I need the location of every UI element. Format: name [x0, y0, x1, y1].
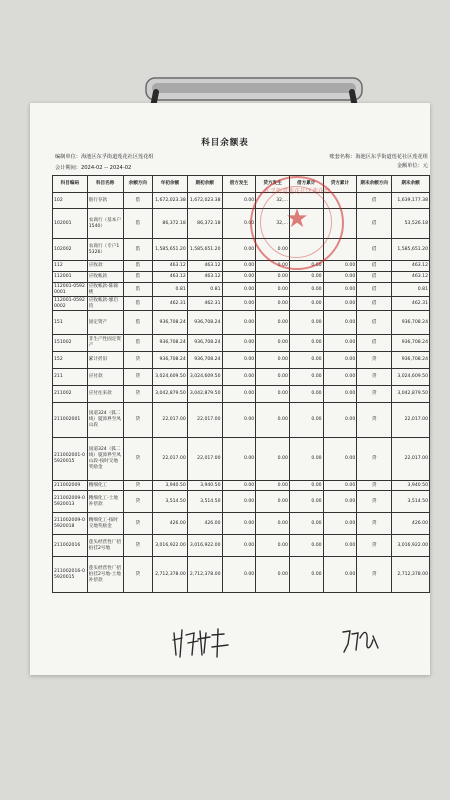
- code-cell: 211002009-05920013: [53, 491, 88, 513]
- table-row: [53, 261, 430, 272]
- code-cell: 102002: [53, 239, 88, 261]
- debit-cell: 0.00: [222, 272, 256, 283]
- closing-balance-cell: 463.12: [392, 261, 430, 272]
- name-cell: 国道324（狐二线）厦漳界至凤山段: [87, 403, 123, 438]
- opening-year-cell: 1,585,651.20: [153, 239, 188, 261]
- table-row: [53, 386, 430, 403]
- name-cell: 精细化工: [87, 481, 123, 491]
- header-cell: 借方累计: [289, 176, 323, 193]
- opening-period-cell: 86,372.18: [187, 209, 222, 239]
- closing-direction-cell: 贷: [357, 557, 392, 593]
- credit-cell: 0.00: [256, 403, 290, 438]
- debit-cell: 0.00: [222, 438, 256, 481]
- credit-cum-cell: [323, 209, 357, 239]
- opening-year-cell: 3,514.50: [153, 491, 188, 513]
- name-cell: 银行存款: [87, 193, 123, 209]
- debit-cell: 0.00: [222, 209, 256, 239]
- credit-cell: 0.00: [256, 438, 290, 481]
- opening-year-cell: 86,372.18: [153, 209, 188, 239]
- credit-cell: 0.00: [256, 386, 290, 403]
- opening-year-cell: 3,042,879.50: [153, 386, 188, 403]
- opening-period-cell: 2,712,378.00: [187, 557, 222, 593]
- debit-cum-cell: 0.00: [289, 481, 323, 491]
- direction-cell: 贷: [123, 491, 152, 513]
- closing-balance-cell: 3,514.50: [392, 491, 430, 513]
- direction-cell: 贷: [123, 386, 152, 403]
- table-row: [53, 535, 430, 557]
- closing-balance-cell: 936,708.24: [392, 311, 430, 335]
- balance-table: [52, 175, 430, 593]
- opening-period-cell: 463.12: [187, 261, 222, 272]
- code-cell: 211: [53, 369, 88, 386]
- debit-cum-cell: [289, 239, 323, 261]
- table-row: [53, 481, 430, 491]
- direction-cell: 贷: [123, 557, 152, 593]
- opening-period-cell: 3,016,922.00: [187, 535, 222, 557]
- closing-direction-cell: 借: [357, 193, 392, 209]
- table-row: [53, 491, 430, 513]
- debit-cum-cell: 0.00: [289, 369, 323, 386]
- debit-cum-cell: 0.00: [289, 386, 323, 403]
- closing-direction-cell: 贷: [357, 403, 392, 438]
- closing-direction-cell: 贷: [357, 535, 392, 557]
- credit-cell: 0.00: [256, 535, 290, 557]
- opening-year-cell: 936,708.24: [153, 311, 188, 335]
- closing-direction-cell: 贷: [357, 352, 392, 369]
- direction-cell: 借: [123, 193, 152, 209]
- opening-year-cell: 463.12: [153, 272, 188, 283]
- credit-cum-cell: 0.00: [323, 481, 357, 491]
- closing-direction-cell: 贷: [357, 438, 392, 481]
- opening-period-cell: 3,042,879.50: [187, 386, 222, 403]
- credit-cum-cell: 0.00: [323, 386, 357, 403]
- table-row: [53, 557, 430, 593]
- debit-cell: 0.00: [222, 513, 256, 535]
- header-cell: 科目编码: [53, 176, 88, 193]
- credit-cum-cell: 0.00: [323, 557, 357, 593]
- table-row: [53, 311, 430, 335]
- opening-year-cell: 22,017.00: [153, 438, 188, 481]
- debit-cell: 0.00: [222, 239, 256, 261]
- direction-cell: 借: [123, 272, 152, 283]
- opening-year-cell: 936,708.24: [153, 335, 188, 352]
- table-row: [53, 438, 430, 481]
- debit-cum-cell: 0.00: [289, 297, 323, 311]
- credit-cell: 0.00: [256, 261, 290, 272]
- closing-balance-cell: 462.31: [392, 297, 430, 311]
- opening-period-cell: 3,514.50: [187, 491, 222, 513]
- opening-period-cell: 463.12: [187, 272, 222, 283]
- credit-cum-cell: [323, 239, 357, 261]
- credit-cell: 0.00: [256, 369, 290, 386]
- closing-direction-cell: 借: [357, 335, 392, 352]
- name-cell: 国道324（狐二线）厦漳界至凤山段-按时交地奖励金: [87, 438, 123, 481]
- header-cell: 期末余额: [392, 176, 430, 193]
- opening-period-cell: 22,017.00: [187, 403, 222, 438]
- header-cell: 期初余额: [187, 176, 222, 193]
- code-cell: 112001-05920002: [53, 297, 88, 311]
- debit-cell: 0.00: [222, 491, 256, 513]
- closing-balance-cell: 22,017.00: [392, 403, 430, 438]
- debit-cell: 0.00: [222, 386, 256, 403]
- credit-cell: 0.00: [256, 335, 290, 352]
- debit-cell: 0.00: [222, 261, 256, 272]
- table-row: [53, 283, 430, 297]
- opening-year-cell: 0.81: [153, 283, 188, 297]
- opening-year-cell: 3,940.50: [153, 481, 188, 491]
- header-cell: 余额方向: [123, 176, 152, 193]
- table-row: [53, 513, 430, 535]
- header-cell: 期末余额方向: [357, 176, 392, 193]
- code-cell: 112: [53, 261, 88, 272]
- table-row: [53, 369, 430, 386]
- opening-year-cell: 22,017.00: [153, 403, 188, 438]
- name-cell: 莲头经营性厂招拍挂2号地-土地补偿款: [87, 557, 123, 593]
- opening-period-cell: 1,672,023.38: [187, 193, 222, 209]
- direction-cell: 贷: [123, 535, 152, 557]
- direction-cell: 借: [123, 297, 152, 311]
- credit-cell: 0.00: [256, 272, 290, 283]
- closing-direction-cell: 借: [357, 209, 392, 239]
- document-title: 科目余额表: [201, 138, 249, 148]
- account-set-name: 账套名称：海池区东孚街道莲花社区莲花组: [329, 154, 428, 160]
- accounting-period: 会计期间：2024-02 -- 2024-02: [55, 165, 132, 171]
- debit-cum-cell: 0.00: [289, 403, 323, 438]
- credit-cum-cell: 0.00: [323, 535, 357, 557]
- direction-cell: 借: [123, 311, 152, 335]
- direction-cell: 贷: [123, 513, 152, 535]
- debit-cum-cell: 0.00: [289, 491, 323, 513]
- code-cell: 152: [53, 352, 88, 369]
- name-cell: 精细化工-土地补偿款: [87, 491, 123, 513]
- direction-cell: 借: [123, 209, 152, 239]
- credit-cell: 0.00: [256, 513, 290, 535]
- closing-direction-cell: 借: [357, 297, 392, 311]
- opening-period-cell: 0.81: [187, 283, 222, 297]
- debit-cum-cell: 0.00: [289, 261, 323, 272]
- debit-cell: 0.00: [222, 297, 256, 311]
- credit-cum-cell: 0.00: [323, 283, 357, 297]
- opening-year-cell: 3,024,609.50: [153, 369, 188, 386]
- opening-period-cell: 936,708.24: [187, 335, 222, 352]
- credit-cum-cell: 0.00: [323, 297, 357, 311]
- credit-cum-cell: [323, 193, 357, 209]
- debit-cell: 0.00: [222, 403, 256, 438]
- direction-cell: 贷: [123, 438, 152, 481]
- closing-balance-cell: 936,708.24: [392, 352, 430, 369]
- credit-cell: 32,...: [256, 209, 290, 239]
- opening-year-cell: 936,708.24: [153, 352, 188, 369]
- closing-direction-cell: 借: [357, 272, 392, 283]
- debit-cum-cell: 0.00: [289, 513, 323, 535]
- closing-balance-cell: 426.00: [392, 513, 430, 535]
- direction-cell: 借: [123, 335, 152, 352]
- closing-balance-cell: 53,526.18: [392, 209, 430, 239]
- code-cell: 211002001-05920015: [53, 438, 88, 481]
- code-cell: 151: [53, 311, 88, 335]
- debit-cell: 0.00: [222, 335, 256, 352]
- opening-period-cell: 3,940.50: [187, 481, 222, 491]
- opening-year-cell: 463.12: [153, 261, 188, 272]
- debit-cell: 0.00: [222, 535, 256, 557]
- credit-cum-cell: 0.00: [323, 438, 357, 481]
- header-cell: 年初余额: [153, 176, 188, 193]
- name-cell: 莲头经营性厂招拍挂2号地: [87, 535, 123, 557]
- code-cell: 211002001: [53, 403, 88, 438]
- table-row: [53, 297, 430, 311]
- credit-cum-cell: 0.00: [323, 369, 357, 386]
- debit-cum-cell: [289, 193, 323, 209]
- name-cell: 非生产性固定资产: [87, 335, 123, 352]
- credit-cell: 0.00: [256, 297, 290, 311]
- direction-cell: 借: [123, 239, 152, 261]
- closing-balance-cell: 463.12: [392, 272, 430, 283]
- debit-cum-cell: 0.00: [289, 335, 323, 352]
- opening-period-cell: 1,585,651.20: [187, 239, 222, 261]
- debit-cum-cell: 0.00: [289, 535, 323, 557]
- table-row: [53, 272, 430, 283]
- debit-cum-cell: 0.00: [289, 283, 323, 297]
- name-cell: 精细化工-按时交地奖励金: [87, 513, 123, 535]
- closing-direction-cell: 贷: [357, 513, 392, 535]
- code-cell: 102: [53, 193, 88, 209]
- right-signature: [340, 626, 382, 656]
- amount-unit: 金额单位：元: [396, 163, 428, 169]
- credit-cell: 0.00: [256, 491, 290, 513]
- code-cell: 211002: [53, 386, 88, 403]
- debit-cum-cell: [289, 209, 323, 239]
- debit-cum-cell: 0.00: [289, 311, 323, 335]
- code-cell: 211002016: [53, 535, 88, 557]
- credit-cum-cell: 0.00: [323, 261, 357, 272]
- code-cell: 211002009-05920018: [53, 513, 88, 535]
- direction-cell: 借: [123, 261, 152, 272]
- opening-year-cell: 3,016,922.00: [153, 535, 188, 557]
- table-row: [53, 352, 430, 369]
- name-cell: 应收帐款: [87, 272, 123, 283]
- credit-cell: 0.00: [256, 311, 290, 335]
- closing-direction-cell: 借: [357, 283, 392, 297]
- credit-cell: 32,...: [256, 193, 290, 209]
- opening-year-cell: 2,712,378.00: [153, 557, 188, 593]
- credit-cell: 0.00: [256, 557, 290, 593]
- opening-period-cell: 936,708.24: [187, 352, 222, 369]
- closing-balance-cell: 3,042,879.50: [392, 386, 430, 403]
- debit-cell: 0.00: [222, 193, 256, 209]
- debit-cum-cell: 0.00: [289, 438, 323, 481]
- debit-cell: 0.00: [222, 481, 256, 491]
- name-cell: 应付往来款: [87, 386, 123, 403]
- closing-balance-cell: 936,708.24: [392, 335, 430, 352]
- debit-cum-cell: 0.00: [289, 557, 323, 593]
- credit-cell: 0.00: [256, 283, 290, 297]
- name-cell: 应收帐款-廖启钧: [87, 297, 123, 311]
- debit-cell: 0.00: [222, 283, 256, 297]
- closing-balance-cell: 1,639,177.38: [392, 193, 430, 209]
- credit-cum-cell: 0.00: [323, 491, 357, 513]
- closing-direction-cell: 贷: [357, 491, 392, 513]
- opening-period-cell: 936,708.24: [187, 311, 222, 335]
- credit-cell: 0.00: [256, 481, 290, 491]
- direction-cell: 借: [123, 283, 152, 297]
- debit-cell: 0.00: [222, 369, 256, 386]
- credit-cell: 0.00: [256, 239, 290, 261]
- closing-direction-cell: 借: [357, 239, 392, 261]
- credit-cum-cell: 0.00: [323, 352, 357, 369]
- closing-direction-cell: 借: [357, 261, 392, 272]
- closing-direction-cell: 借: [357, 311, 392, 335]
- opening-year-cell: 462.31: [153, 297, 188, 311]
- credit-cell: 0.00: [256, 352, 290, 369]
- code-cell: 102001: [53, 209, 88, 239]
- compiler-unit: 编制单位：海池区东孚街道莲花社区莲花组: [55, 154, 154, 160]
- credit-cum-cell: 0.00: [323, 272, 357, 283]
- opening-year-cell: 1,672,023.38: [153, 193, 188, 209]
- code-cell: 112001-05920001: [53, 283, 88, 297]
- debit-cum-cell: 0.00: [289, 272, 323, 283]
- name-cell: 农商行（专户15326）: [87, 239, 123, 261]
- closing-balance-cell: 1,585,651.20: [392, 239, 430, 261]
- closing-direction-cell: 贷: [357, 386, 392, 403]
- debit-cell: 0.00: [222, 557, 256, 593]
- code-cell: 211002016-05920015: [53, 557, 88, 593]
- name-cell: 应收帐款-陈锦桃: [87, 283, 123, 297]
- code-cell: 112001: [53, 272, 88, 283]
- name-cell: 应收款: [87, 261, 123, 272]
- header-cell: 借方发生: [222, 176, 256, 193]
- opening-period-cell: 22,017.00: [187, 438, 222, 481]
- opening-period-cell: 3,024,609.50: [187, 369, 222, 386]
- seal-star-icon: ★: [285, 204, 309, 234]
- code-cell: 211002009: [53, 481, 88, 491]
- closing-balance-cell: 3,024,609.50: [392, 369, 430, 386]
- closing-direction-cell: 贷: [357, 369, 392, 386]
- opening-period-cell: 426.00: [187, 513, 222, 535]
- code-cell: 151002: [53, 335, 88, 352]
- closing-balance-cell: 2,712,378.00: [392, 557, 430, 593]
- closing-direction-cell: 贷: [357, 481, 392, 491]
- credit-cum-cell: 0.00: [323, 513, 357, 535]
- direction-cell: 贷: [123, 481, 152, 491]
- opening-year-cell: 426.00: [153, 513, 188, 535]
- closing-balance-cell: 0.81: [392, 283, 430, 297]
- header-cell: 科目名称: [87, 176, 123, 193]
- debit-cell: 0.00: [222, 352, 256, 369]
- header-cell: 贷方发生: [256, 176, 290, 193]
- name-cell: 农商行（基本户1540）: [87, 209, 123, 239]
- direction-cell: 贷: [123, 403, 152, 438]
- table-row: [53, 335, 430, 352]
- credit-cum-cell: 0.00: [323, 335, 357, 352]
- credit-cum-cell: 0.00: [323, 403, 357, 438]
- table-row: [53, 209, 430, 239]
- table-header-row: [53, 176, 430, 193]
- left-signature: [170, 625, 232, 661]
- debit-cell: 0.00: [222, 311, 256, 335]
- name-cell: 累计折旧: [87, 352, 123, 369]
- name-cell: 应付款: [87, 369, 123, 386]
- closing-balance-cell: 3,940.50: [392, 481, 430, 491]
- name-cell: 固定资产: [87, 311, 123, 335]
- opening-period-cell: 462.31: [187, 297, 222, 311]
- table-row: [53, 193, 430, 209]
- table-row: [53, 239, 430, 261]
- debit-cum-cell: 0.00: [289, 352, 323, 369]
- closing-balance-cell: 3,016,922.00: [392, 535, 430, 557]
- direction-cell: 贷: [123, 369, 152, 386]
- header-cell: 贷方累计: [323, 176, 357, 193]
- closing-balance-cell: 22,017.00: [392, 438, 430, 481]
- direction-cell: 贷: [123, 352, 152, 369]
- table-row: [53, 403, 430, 438]
- credit-cum-cell: 0.00: [323, 311, 357, 335]
- seal-text: 东孚街道莲花社区莲花组: [263, 188, 330, 195]
